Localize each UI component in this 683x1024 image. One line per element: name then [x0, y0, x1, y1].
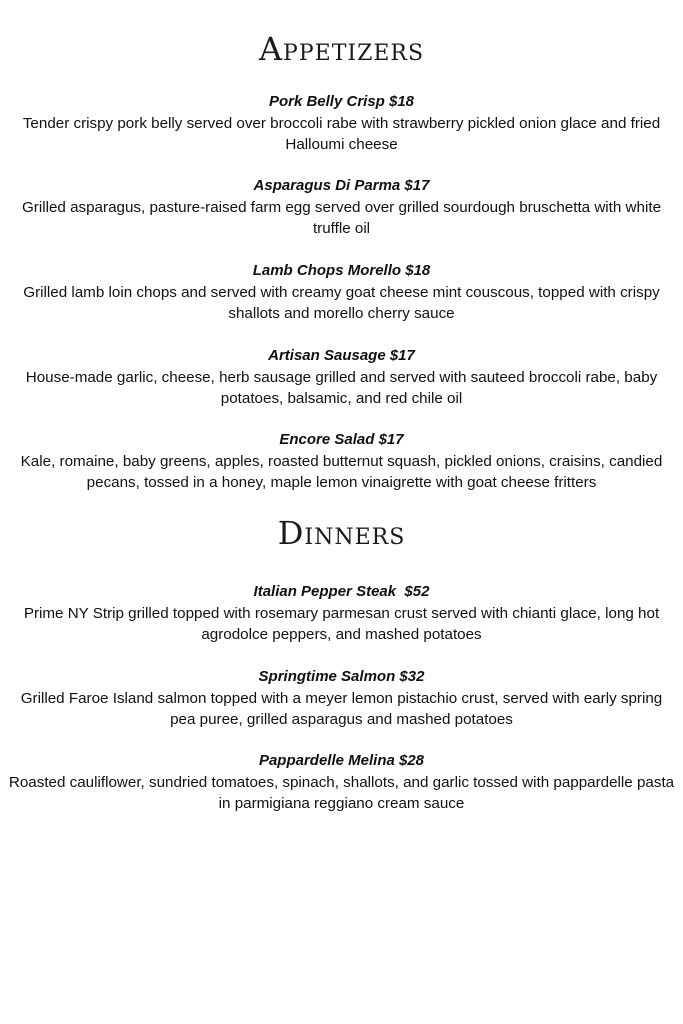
menu-item-description: Prime NY Strip grilled topped with rosemary parmesan crust served with chianti glace, long hot agrodolce peppers, and mashed potatoes	[23, 605, 660, 643]
menu-item	[0, 667, 683, 730]
menu-item-name: Artisan Sausage $17	[268, 347, 415, 364]
dinners-heading-initial: D	[277, 514, 305, 552]
menu-item-description: Tender crispy pork belly served over broccoli rabe with strawberry pickled onion glace and fried Halloumi cheese	[22, 115, 661, 153]
appetizers-heading-initial: A	[258, 30, 284, 68]
menu-item-name: Encore Salad $17	[279, 431, 404, 448]
menu-item-description: Roasted cauliflower, sundried tomatoes, spinach, shallots, and garlic tossed with pappardelle pasta in parmigiana reggiano cream sauce	[8, 774, 675, 812]
menu-item	[0, 261, 683, 324]
menu-item	[0, 176, 683, 239]
menu-item-name: Pappardelle Melina $28	[258, 752, 425, 769]
menu-item-name: Lamb Chops Morello $18	[252, 262, 431, 279]
menu-item-description: Kale, romaine, baby greens, apples, roasted butternut squash, pickled onions, craisins, candied pecans, tossed in a honey, maple lemon vinaigrette with goat cheese fritters	[20, 453, 663, 491]
menu-item	[0, 751, 683, 814]
menu-item-name: Pork Belly Crisp $18	[268, 93, 415, 110]
dinners-heading-rest: INNERS	[304, 525, 406, 550]
menu-item	[0, 582, 683, 645]
appetizers-heading-rest: PPETIZERS	[283, 41, 425, 66]
menu-item-name: Asparagus Di Parma $17	[253, 177, 430, 194]
dinners-heading	[0, 514, 683, 552]
menu-item-name: Springtime Salmon $32	[258, 668, 425, 685]
menu-item-description: House-made garlic, cheese, herb sausage grilled and served with sauteed broccoli rabe, baby potatoes, balsamic, and red chile oil	[25, 369, 658, 407]
menu-item-description: Grilled lamb loin chops and served with creamy goat cheese mint couscous, topped with crispy shallots and morello cherry sauce	[23, 284, 660, 322]
menu-item	[0, 346, 683, 409]
menu-item-name: Italian Pepper Steak $52	[253, 583, 430, 600]
menu-item-description: Grilled Faroe Island salmon topped with a meyer lemon pistachio crust, served with early spring pea puree, grilled asparagus and mashed potatoes	[20, 690, 663, 728]
appetizers-heading	[0, 30, 683, 68]
menu-item	[0, 430, 683, 493]
menu-item-description: Grilled asparagus, pasture-raised farm egg served over grilled sourdough bruschetta with white truffle oil	[21, 199, 662, 237]
menu-item	[0, 92, 683, 155]
